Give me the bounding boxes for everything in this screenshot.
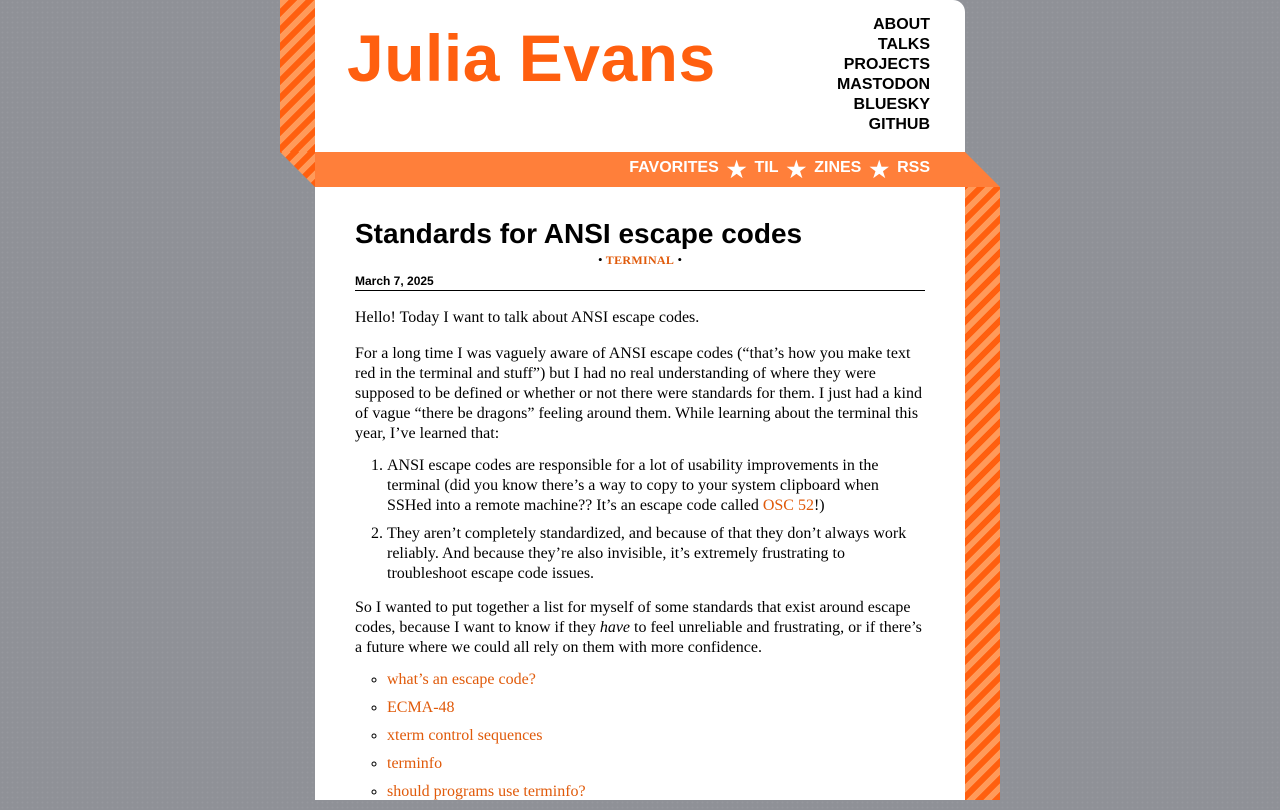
toc-item: [387, 726, 925, 746]
tag-bullet: •: [597, 252, 603, 267]
nav-favorites-link[interactable]: FAVORITES: [629, 159, 719, 176]
list-item-text: ANSI escape codes are responsible for a lot of usability improvements in the terminal (did you know there’s a way to copy to your system clipboard when SSHed into a remote machine?? It’s an escape code called: [387, 457, 879, 514]
post-date: March 7, 2025: [355, 274, 925, 291]
nav-til-link[interactable]: TIL: [754, 159, 779, 176]
decorative-stripe-left: [280, 0, 315, 152]
list-item: [387, 456, 925, 516]
toc-item: [387, 782, 925, 802]
tag-terminal-link[interactable]: TERMINAL: [605, 253, 675, 267]
decorative-fold-right: [965, 152, 1000, 187]
paragraph-text: to feel unreliable and frustrating, or if there’s a future where we could all rely on them with more confidence.: [355, 619, 922, 656]
article-title: Standards for ANSI escape codes: [355, 218, 803, 249]
paragraph-text: So I wanted to put together a list for myself of some standards that exist around escape codes, because I want to know if they: [355, 599, 911, 636]
nav-bluesky-link[interactable]: BLUESKY: [853, 96, 930, 113]
content-area: [315, 187, 965, 800]
tag-list: [355, 253, 925, 267]
paragraph: [355, 598, 925, 658]
nav-about-link[interactable]: ABOUT: [873, 16, 930, 33]
toc-item: [387, 670, 925, 690]
table-of-contents: [355, 670, 925, 802]
nav-rss-link[interactable]: RSS: [897, 159, 930, 176]
nav-projects-link[interactable]: PROJECTS: [843, 56, 930, 73]
decorative-fold-left: [280, 152, 315, 187]
toc-link[interactable]: should programs use terminfo?: [387, 783, 586, 800]
learned-list: [355, 456, 925, 584]
sub-nav-bar: [315, 152, 965, 187]
toc-item: [387, 754, 925, 774]
toc-link[interactable]: what’s an escape code?: [387, 671, 536, 688]
article: [355, 217, 925, 810]
nav-mastodon-link[interactable]: MASTODON: [836, 76, 930, 93]
toc-link[interactable]: terminfo: [387, 755, 443, 772]
star-icon: ★: [786, 157, 807, 182]
list-item: 2. They aren’t completely standardized, and because of that they don’t always work reliably. And because they’re also invisible, it’s extremely frustrating to troubleshoot escape code issues.: [387, 524, 925, 584]
nav-github-link[interactable]: GITHUB: [868, 116, 930, 133]
toc-item: [387, 698, 925, 718]
decorative-stripe-right: [965, 187, 1000, 800]
list-item-text: !): [813, 497, 825, 514]
paragraph: For a long time I was vaguely aware of ANSI escape codes (“that’s how you make text red in the terminal and stuff”) but I had no real understanding of where they were supposed to be defined or whether or not there were standards for them. I just had a kind of vague “there be dragons” feeling around them. While learning about the terminal this year, I’ve learned that:: [355, 345, 922, 442]
site-header: [315, 0, 965, 152]
intro-paragraph: Hello! Today I want to talk about ANSI escape codes.: [355, 309, 700, 326]
emphasis-text: have: [599, 619, 631, 636]
star-icon: ★: [869, 157, 890, 182]
nav-zines-link[interactable]: ZINES: [814, 159, 862, 176]
nav-talks-link[interactable]: TALKS: [877, 36, 930, 53]
toc-link[interactable]: xterm control sequences: [387, 727, 543, 744]
top-nav: [837, 15, 930, 135]
osc52-link[interactable]: OSC 52: [762, 497, 814, 514]
toc-link[interactable]: ECMA-48: [387, 699, 455, 716]
star-icon: ★: [726, 157, 747, 182]
tag-bullet: •: [677, 252, 683, 267]
sub-nav: [629, 157, 930, 182]
site-title[interactable]: Julia Evans: [347, 21, 716, 95]
